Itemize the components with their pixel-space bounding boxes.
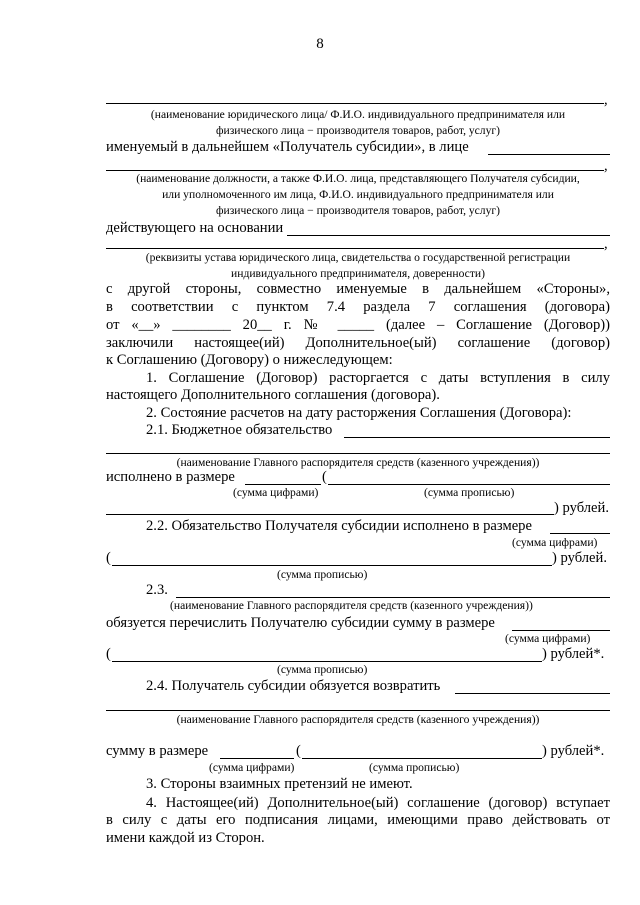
text-line: исполнено в размере [106,469,235,485]
item-4: 4. Настоящее(ий) Дополнительное(ый) соглашение (договор) вступает [146,795,610,811]
caption: (сумма цифрами) [233,486,319,499]
blank-line [106,710,610,711]
paren: ( [106,646,111,662]
caption: (сумма прописью) [424,486,515,499]
comma: , [604,92,608,108]
paragraph-line: в соответствии с пунктом 7.4 раздела 7 соглашения (договора) [106,299,610,315]
item-2: 2. Состояние расчетов на дату расторжения Соглашения (Договора): [146,405,572,421]
text-line: сумму в размере [106,743,209,759]
blank-line [106,514,554,515]
caption: (наименование Главного распорядителя средств (казенного учреждения)) [170,599,533,612]
blank-line [220,758,294,759]
text-line: обязуется перечислить Получателю субсидии сумму в размере [106,615,495,631]
paragraph-line: с другой стороны, совместно именуемые в дальнейшем «Стороны», [106,281,610,297]
caption: (сумма цифрами) [209,761,295,774]
item-2-3: 2.3. [146,582,168,598]
blank-line [106,248,604,249]
item-4-cont: имени каждой из Сторон. [106,830,265,846]
paren: ( [106,550,111,566]
item-2-4: 2.4. Получатель субсидии обязуется возвратить [146,678,441,694]
item-2-2: 2.2. Обязательство Получателя субсидии исполнено в размере [146,518,532,534]
caption: (сумма прописью) [277,663,368,676]
paren: ( [322,469,327,485]
caption: (наименование Главного распорядителя средств (казенного учреждения)) [176,456,540,469]
caption: (наименование юридического лица/ Ф.И.О. индивидуального предпринимателя или [150,108,566,121]
paragraph-line: заключили настоящее(ий) Дополнительное(ый) соглашение (договор) [106,335,610,351]
comma: , [604,158,608,174]
item-2-1: 2.1. Бюджетное обязательство [146,422,333,438]
paragraph-line: к Соглашению (Договору) о нижеследующем: [106,352,393,368]
text-line: именуемый в дальнейшем «Получатель субсидии», в лице [106,139,469,155]
blank-line [287,235,610,236]
caption: физического лица − производителя товаров, работ, услуг) [215,124,501,137]
blank-line [488,154,610,155]
comma: , [604,236,608,252]
blank-line [455,693,610,694]
item-1-cont: настоящего Дополнительного соглашения (договора). [106,387,440,403]
page-number: 8 [316,36,324,52]
blank-line [106,103,604,104]
text-line: ) рублей*. [542,743,605,759]
caption: (сумма цифрами) [512,536,598,549]
caption: или уполномоченного им лица, Ф.И.О. индивидуального предпринимателя или [162,188,554,201]
paren: ( [296,743,301,759]
text-line: ) рублей*. [542,646,605,662]
caption: (реквизиты устава юридического лица, свидетельства о государственной регистрации [145,251,571,264]
caption: индивидуального предпринимателя, доверенности) [231,267,485,280]
item-3: 3. Стороны взаимных претензий не имеют. [146,776,413,792]
item-4-cont: в силу с даты его подписания лицами, имеющими право действовать от [106,812,610,828]
caption: (наименование Главного распорядителя средств (казенного учреждения)) [176,713,540,726]
text-line: ) рублей. [554,500,609,516]
caption: физического лица − производителя товаров, работ, услуг) [215,204,501,217]
item-1: 1. Соглашение (Договор) расторгается с даты вступления в силу [146,370,610,386]
caption: (сумма прописью) [369,761,460,774]
caption: (наименование должности, а также Ф.И.О. лица, представляющего Получателя субсидии, [136,172,580,185]
blank-line [106,453,610,454]
blank-line [344,437,610,438]
text-line: ) рублей. [552,550,607,566]
blank-line [302,758,542,759]
blank-line [550,533,610,534]
paragraph-line: от «__» ________ 20__ г. № _____ (далее – Соглашение (Договор)) [106,317,610,333]
caption: (сумма прописью) [277,568,368,581]
caption: (сумма цифрами) [505,632,591,645]
blank-line [112,565,552,566]
text-line: действующего на основании [106,220,284,236]
